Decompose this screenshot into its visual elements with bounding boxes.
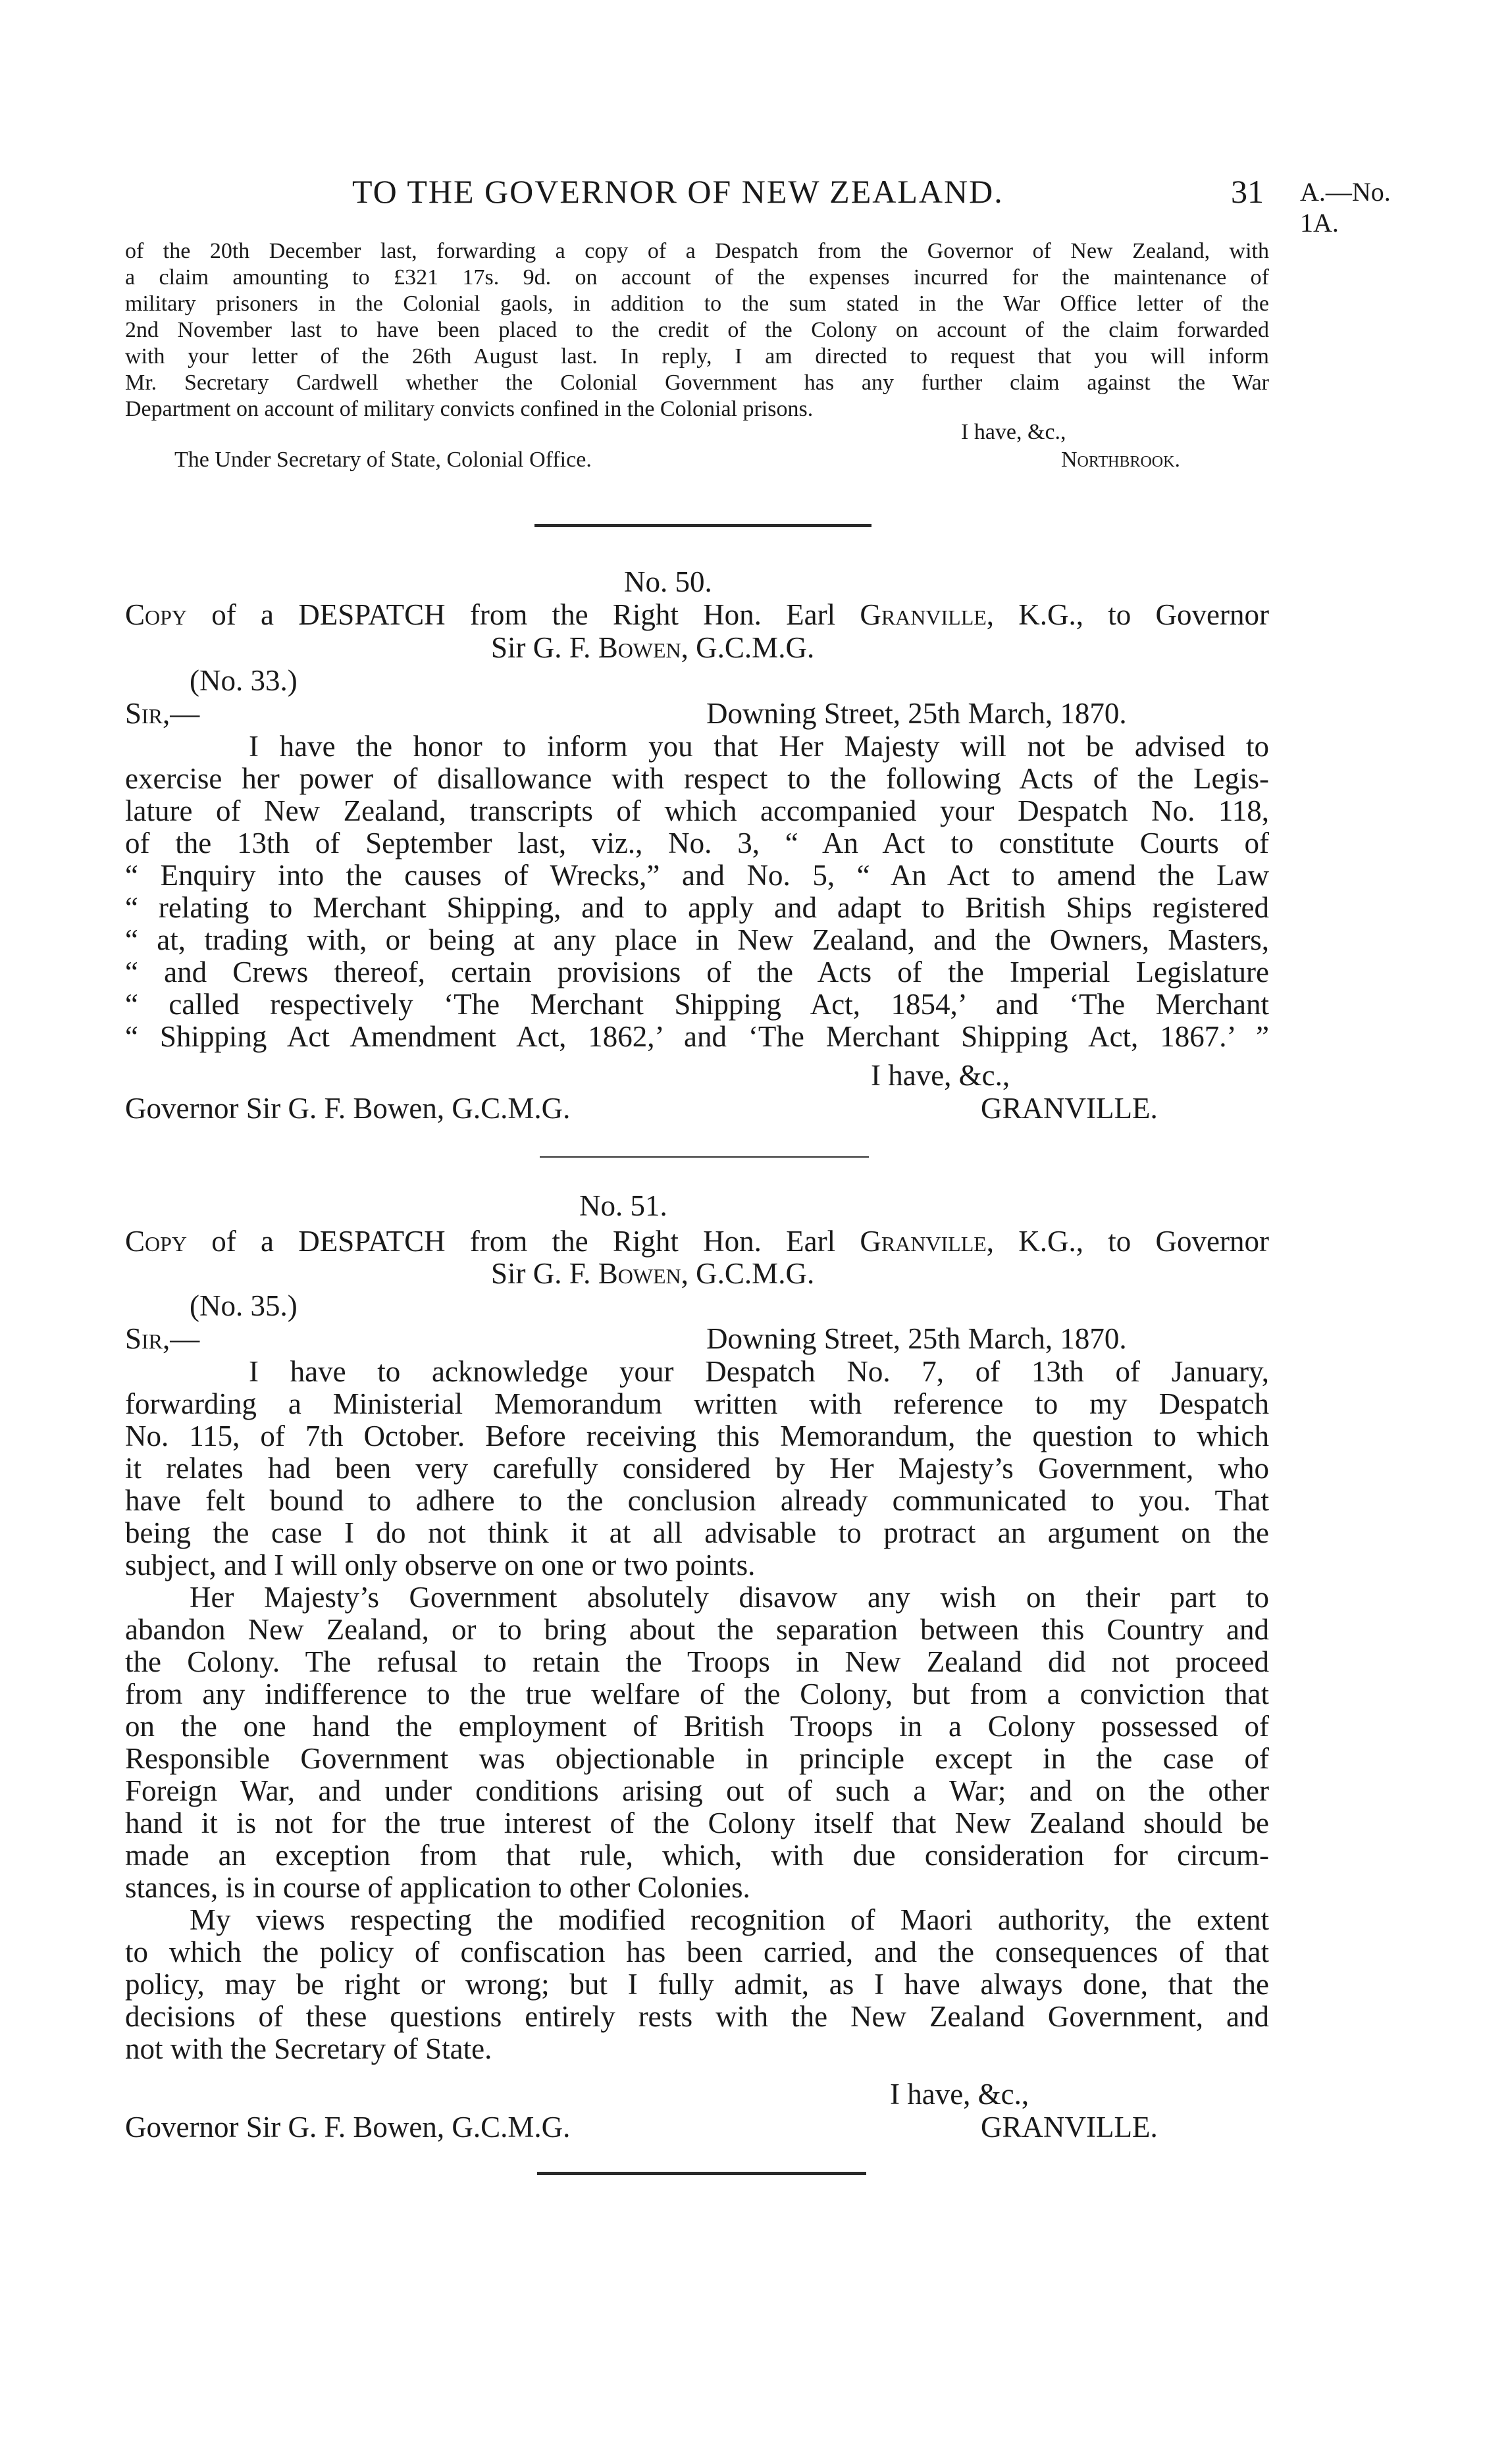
closing: I have, &c., (890, 2078, 1029, 2111)
text-line: abandon New Zealand, or to bring about the separation between this Country and (125, 1613, 1269, 1646)
text-line: being the case I do not think it at all advisable to protract an argument on the (125, 1516, 1269, 1549)
text-line: “ relating to Merchant Shipping, and to apply and adapt to British Ships registered (125, 891, 1269, 924)
text-line: Her Majesty’s Government absolutely disavow any wish on their part to (190, 1581, 1269, 1614)
text-line: 2nd November last to have been placed to the credit of the Colony on account of the claim forwarded (125, 318, 1269, 342)
text-line: a claim amounting to £321 17s. 9d. on account of the expenses incurred for the maintenance of (125, 265, 1269, 290)
salutation: Sir,— (125, 1322, 200, 1355)
text-line: military prisoners in the Colonial gaols, in addition to the sum stated in the War Office letter of the (125, 292, 1269, 316)
signature: GRANVILLE. (981, 2111, 1158, 2143)
text-line: subject, and I will only observe on one or two points. (125, 1549, 756, 1581)
text-line: stances, is in course of application to other Colonies. (125, 1871, 750, 1904)
continuation-letter (125, 238, 1269, 423)
page-header (125, 172, 1432, 238)
addressee: Governor Sir G. F. Bowen, G.C.M.G. (125, 1092, 571, 1125)
despatch-number: No. 50. (624, 565, 712, 598)
text-line: “ called respectively ‘The Merchant Shipping Act, 1854,’ and ‘The Merchant (125, 988, 1269, 1021)
text-line: “ and Crews thereof, certain provisions of the Acts of the Imperial Legislature (125, 956, 1269, 988)
copy-word: Copy (125, 1225, 188, 1258)
closing: I have, &c., (961, 420, 1066, 444)
text-line: Foreign War, and under conditions arising out of such a War; and on the other (125, 1774, 1269, 1807)
signature: GRANVILLE. (981, 1092, 1158, 1125)
addressee: The Under Secretary of State, Colonial Office. (174, 448, 592, 472)
title-text: of a DESPATCH from the Right Hon. Earl (211, 1225, 836, 1258)
text-line: Department on account of military convicts confined in the Colonial prisons. (125, 397, 814, 421)
despatch-title (125, 599, 1269, 631)
text-line: have felt bound to adhere to the conclusion already communicated to you. That (125, 1484, 1269, 1517)
text-line: hand it is not for the true interest of the Colony itself that New Zealand should be (125, 1807, 1269, 1839)
text-line: with your letter of the 26th August last. In reply, I am directed to request that you will inform (125, 344, 1269, 369)
despatch-ref: (No. 33.) (190, 664, 298, 697)
text-line: decisions of these questions entirely rests with the New Zealand Government, and (125, 2000, 1269, 2033)
section-divider (540, 1156, 869, 1158)
signature: Northbrook. (1061, 448, 1180, 472)
text-line: “ Enquiry into the causes of Wrecks,” and No. 5, “ An Act to amend the Law (125, 859, 1269, 892)
despatch-body (125, 1356, 1269, 2065)
document-reference: A.—No. 1A. (1300, 177, 1391, 238)
despatch-title-line2 (491, 632, 814, 664)
sender-name: Granville (860, 1225, 987, 1258)
section-divider (537, 2172, 866, 2175)
dateline: Downing Street, 25th March, 1870. (706, 697, 1127, 730)
despatch-title (125, 1225, 1269, 1258)
copy-word: Copy (125, 598, 188, 631)
text-line: “ Shipping Act Amendment Act, 1862,’ and ‘The Merchant Shipping Act, 1867.’ ” (125, 1020, 1269, 1053)
addressee: Governor Sir G. F. Bowen, G.C.M.G. (125, 2111, 571, 2143)
despatch-number: No. 51. (579, 1189, 667, 1222)
text-line: I have to acknowledge your Despatch No. 7, of 13th of January, (249, 1355, 1269, 1388)
text-line: policy, may be right or wrong; but I fully admit, as I have always done, that the (125, 1968, 1269, 2001)
title-text: Sir G. F. (491, 1257, 591, 1290)
text-line: I have the honor to inform you that Her Majesty will not be advised to (249, 730, 1269, 763)
title-text: , G.C.M.G. (681, 1257, 815, 1290)
text-line: No. 115, of 7th October. Before receiving this Memorandum, the question to which (125, 1420, 1269, 1452)
title-text: , K.G., to Governor (986, 1225, 1269, 1258)
text-line: forwarding a Ministerial Memorandum written with reference to my Despatch (125, 1387, 1269, 1420)
sender-name: Granville (860, 598, 987, 631)
text-line: not with the Secretary of State. (125, 2032, 492, 2065)
despatch-ref: (No. 35.) (190, 1289, 298, 1322)
title-text: Sir G. F. (491, 631, 591, 664)
despatch-title-line2 (491, 1258, 814, 1290)
text-line: the Colony. The refusal to retain the Troops in New Zealand did not proceed (125, 1645, 1269, 1678)
running-title: TO THE GOVERNOR OF NEW ZEALAND. (352, 173, 1004, 210)
text-line: exercise her power of disallowance with respect to the following Acts of the Legis- (125, 762, 1269, 795)
title-line (125, 1225, 1269, 1258)
text-line: My views respecting the modified recognition of Maori authority, the extent (190, 1903, 1269, 1936)
title-text: , K.G., to Governor (986, 598, 1269, 631)
recipient-name: Bowen (598, 631, 681, 664)
title-text: of a DESPATCH from the Right Hon. Earl (211, 598, 836, 631)
text-line: on the one hand the employment of British Troops in a Colony possessed of (125, 1710, 1269, 1743)
text-line: to which the policy of confiscation has been carried, and the consequences of that (125, 1936, 1269, 1968)
title-text: , G.C.M.G. (681, 631, 815, 664)
text-line: of the 20th December last, forwarding a copy of a Despatch from the Governor of New Zealand, with (125, 239, 1269, 263)
text-line: it relates had been very carefully considered by Her Majesty’s Government, who (125, 1452, 1269, 1485)
recipient-name: Bowen (598, 1257, 681, 1290)
text-line: Mr. Secretary Cardwell whether the Colonial Government has any further claim against the War (125, 371, 1269, 395)
text-line: lature of New Zealand, transcripts of which accompanied your Despatch No. 118, (125, 794, 1269, 827)
text-line: made an exception from that rule, which, with due consideration for circum- (125, 1839, 1269, 1872)
dateline: Downing Street, 25th March, 1870. (706, 1322, 1127, 1355)
title-line (125, 599, 1269, 631)
section-divider (534, 524, 871, 527)
despatch-body (125, 731, 1269, 1053)
text-line: of the 13th of September last, viz., No. 3, “ An Act to constitute Courts of (125, 827, 1269, 860)
page-number: 31 (1231, 173, 1264, 210)
text-line: from any indifference to the true welfare of the Colony, but from a conviction that (125, 1678, 1269, 1710)
closing: I have, &c., (871, 1059, 1010, 1092)
text-line: Responsible Government was objectionable in principle except in the case of (125, 1742, 1269, 1775)
text-line: “ at, trading with, or being at any place in New Zealand, and the Owners, Masters, (125, 923, 1269, 956)
salutation: Sir,— (125, 697, 200, 730)
